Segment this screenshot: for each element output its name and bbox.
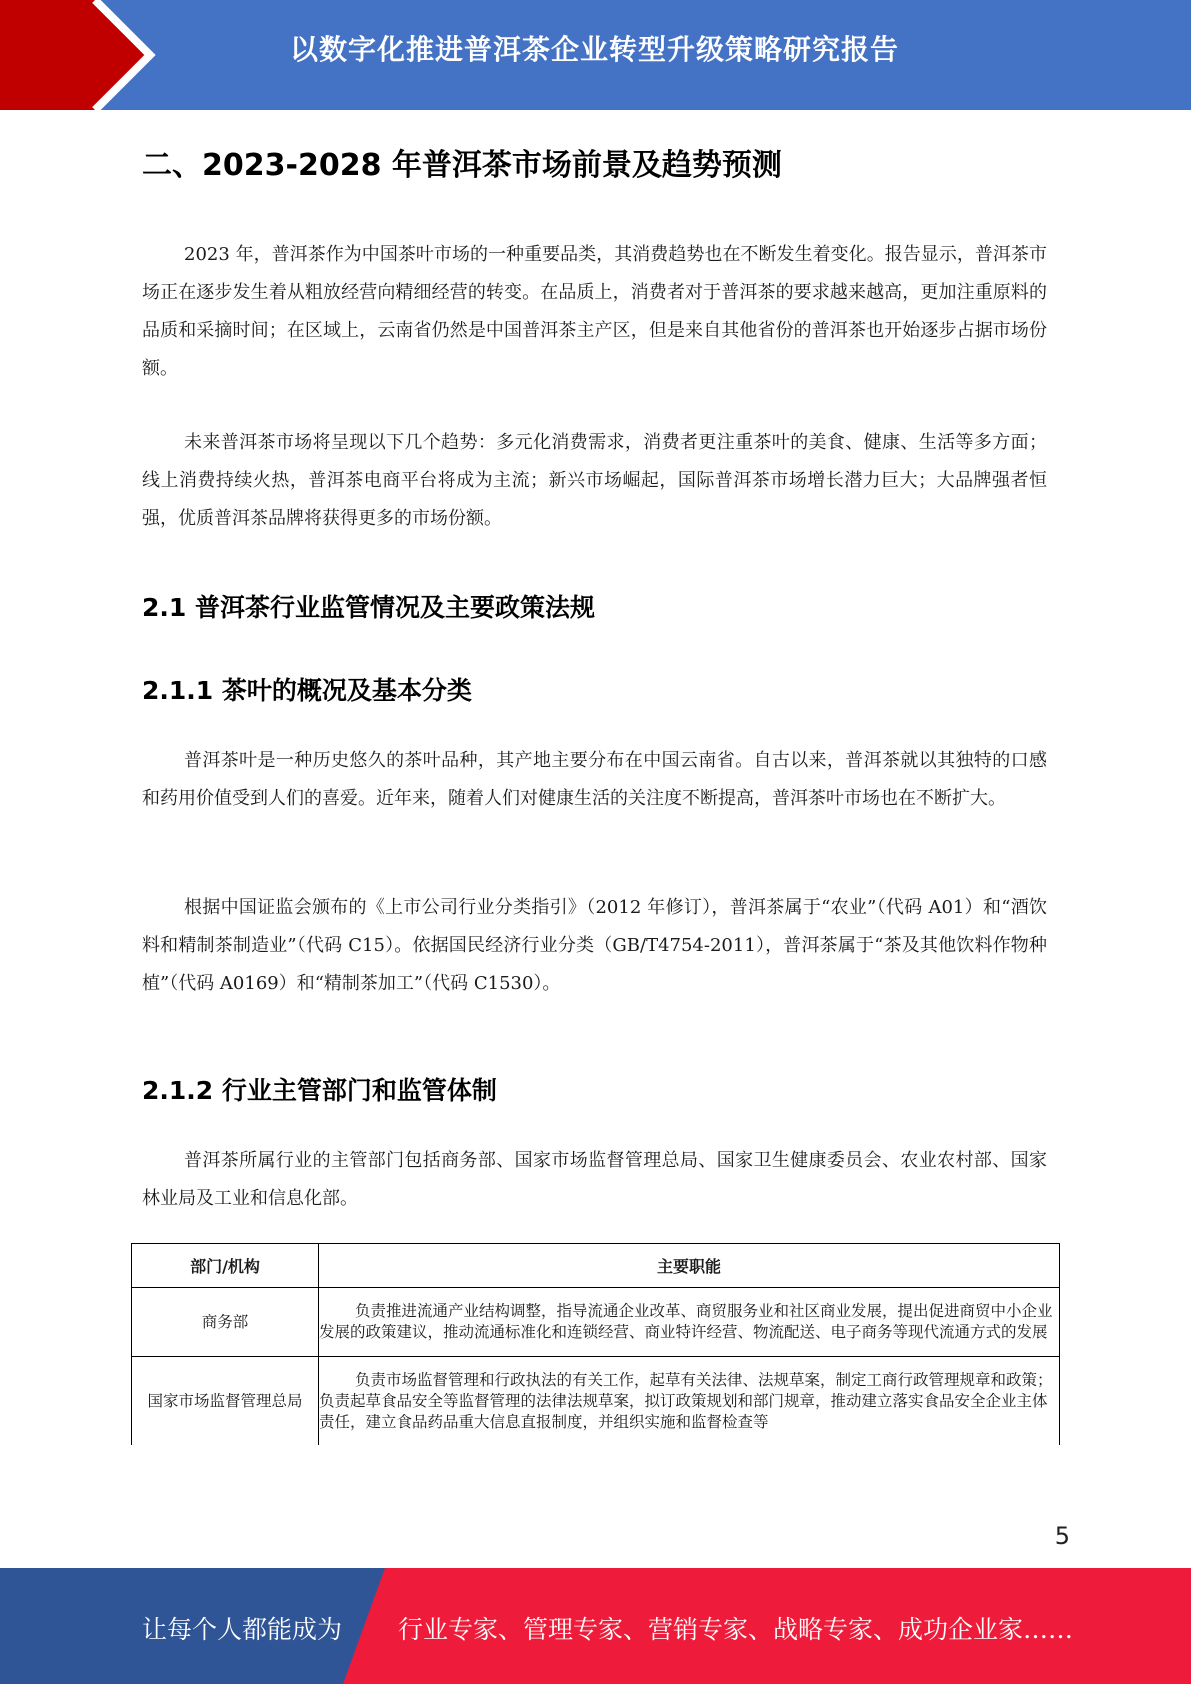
- footer-slogan-right: 行业专家、管理专家、营销专家、战略专家、成功企业家……: [398, 1615, 1074, 1644]
- table-header-duty: 主要职能: [319, 1244, 1060, 1288]
- section-paragraph-2: 未来普洱茶市场将呈现以下几个趋势：多元化消费需求，消费者更注重茶叶的美食、健康、生活等多方面；线上消费持续火热，普洱茶电商平台将成为主流；新兴市场崛起，国际普洱茶市场增长潜力巨大；大品牌强者恒强，优质普洱茶品牌将获得更多的市场份额。: [142, 432, 1047, 529]
- table-cell-dept: 商务部: [132, 1288, 319, 1357]
- section-title: 二、2023-2028 年普洱茶市场前景及趋势预测: [142, 148, 782, 183]
- subsection-title-2-1-1: 2.1.1 茶叶的概况及基本分类: [142, 676, 472, 705]
- subsection-title-2-1: 2.1 普洱茶行业监管情况及主要政策法规: [142, 593, 595, 622]
- table-cell-dept: 国家市场监督管理总局: [132, 1357, 319, 1446]
- table-header-dept: 部门/机构: [132, 1244, 319, 1288]
- header-red-arrow: [0, 0, 150, 110]
- subsection-2-1-1-paragraph-1: 普洱茶叶是一种历史悠久的茶叶品种，其产地主要分布在中国云南省。自古以来，普洱茶就以其独特的口感和药用价值受到人们的喜爱。近年来，随着人们对健康生活的关注度不断提高，普洱茶叶市场也在不断扩大。: [142, 750, 1047, 809]
- table-row: [132, 1288, 1060, 1357]
- page-footer: [0, 1568, 1191, 1684]
- page-number: 5: [1054, 1522, 1070, 1550]
- table-cell-duty: 负责推进流通产业结构调整，指导流通企业改革、商贸服务业和社区商业发展，提出促进商贸中小企业发展的政策建议，推动流通标准化和连锁经营、商业特许经营、物流配送、电子商务等现代流通方式的发展: [319, 1288, 1060, 1357]
- table-cell-duty: 负责市场监督管理和行政执法的有关工作，起草有关法律、法规草案，制定工商行政管理规章和政策；负责起草食品安全等监督管理的法律法规草案，拟订政策规划和部门规章，推动建立落实食品安全企业主体责任，建立食品药品重大信息直报制度，并组织实施和监督检查等: [319, 1357, 1060, 1446]
- table-row: [132, 1357, 1060, 1446]
- subsection-title-2-1-2: 2.1.2 行业主管部门和监管体制: [142, 1076, 497, 1105]
- footer-slogan-left: 让每个人都能成为: [142, 1615, 343, 1644]
- report-title: 以数字化推进普洱茶企业转型升级策略研究报告: [290, 33, 900, 66]
- section-paragraph-1: 2023 年，普洱茶作为中国茶叶市场的一种重要品类，其消费趋势也在不断发生着变化。报告显示，普洱茶市场正在逐步发生着从粗放经营向精细经营的转变。在品质上，消费者对于普洱茶的要求越来越高，更加注重原料的品质和采摘时间；在区域上，云南省仍然是中国普洱茶主产区，但是来自其他省份的普洱茶也开始逐步占据市场份额。: [142, 244, 1047, 379]
- department-table: [131, 1243, 1060, 1445]
- table-header-row: [132, 1244, 1060, 1288]
- subsection-2-1-2-paragraph-1: 普洱茶所属行业的主管部门包括商务部、国家市场监督管理总局、国家卫生健康委员会、农业农村部、国家林业局及工业和信息化部。: [142, 1150, 1047, 1209]
- page-header: [0, 0, 1191, 110]
- subsection-2-1-1-paragraph-2: 根据中国证监会颁布的《上市公司行业分类指引》（2012 年修订），普洱茶属于“农业”（代码 A01）和“酒饮料和精制茶制造业”（代码 C15）。依据国民经济行业分类（GB/T4754-2011），普洱茶属于“茶及其他饮料作物种植”（代码 A0169）和“精制茶加工”（代码 C1530）。: [142, 897, 1047, 994]
